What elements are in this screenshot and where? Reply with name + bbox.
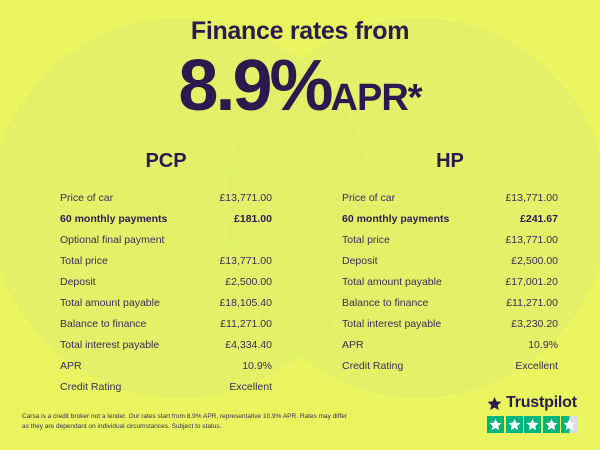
table-row <box>342 334 558 355</box>
table-row <box>60 208 272 229</box>
row-label: 60 monthly payments <box>60 212 168 225</box>
row-label: APR <box>60 360 82 372</box>
row-label: Price of car <box>342 191 396 204</box>
hp-row-list <box>342 187 558 377</box>
row-value: 10.9% <box>242 360 272 372</box>
table-row <box>60 187 272 208</box>
row-label: Total interest payable <box>60 338 160 351</box>
row-value: £13,771.00 <box>219 191 272 204</box>
row-label: APR <box>342 338 364 351</box>
table-row <box>342 250 558 271</box>
table-row <box>60 313 272 334</box>
trustpilot-widget[interactable] <box>487 394 578 433</box>
star-icon <box>563 418 576 431</box>
trustpilot-name: Trustpilot <box>506 394 577 411</box>
rating-star-1 <box>487 416 504 433</box>
table-row <box>60 292 272 313</box>
trustpilot-rating-stars <box>487 416 578 433</box>
disclaimer-text: Carsa is a credit broker not a lender. Our rates start from 8.9% APR, representative 10.9% APR. Rates may differ as they are dependant on individual circumstances. Subject to status. <box>22 412 348 430</box>
row-label: Total amount payable <box>342 275 442 288</box>
row-label: Total price <box>342 233 390 246</box>
row-value: £3,230.20 <box>511 317 558 330</box>
row-value: 10.9% <box>528 338 558 351</box>
finance-columns <box>0 150 600 398</box>
row-value: £181.00 <box>234 212 272 225</box>
row-value: Excellent <box>515 360 558 372</box>
row-value: £2,500.00 <box>511 254 558 267</box>
row-value: £11,271.00 <box>506 296 558 309</box>
row-value: £241.67 <box>520 212 558 225</box>
star-icon <box>545 418 558 431</box>
row-label: 60 monthly payments <box>342 212 450 225</box>
table-row <box>60 229 272 250</box>
row-value: £13,771.00 <box>505 233 558 246</box>
star-icon <box>526 418 539 431</box>
table-row <box>342 356 558 377</box>
row-value: £2,500.00 <box>225 275 272 288</box>
column-title-pcp: PCP <box>145 150 187 172</box>
table-row <box>60 356 272 377</box>
rating-star-5-half <box>561 416 578 433</box>
table-row <box>342 187 558 208</box>
trustpilot-logo <box>487 394 578 412</box>
table-row <box>342 271 558 292</box>
rating-star-3 <box>524 416 541 433</box>
row-label: Total price <box>60 254 108 267</box>
table-row <box>342 229 558 250</box>
table-row <box>60 250 272 271</box>
trustpilot-star-icon <box>487 396 502 411</box>
row-label: Price of car <box>60 191 114 204</box>
row-label: Total amount payable <box>60 296 160 309</box>
rating-star-4 <box>543 416 560 433</box>
rating-star-2 <box>506 416 523 433</box>
row-label: Deposit <box>342 254 378 267</box>
finance-column-pcp <box>0 150 300 398</box>
row-label: Credit Rating <box>60 381 122 394</box>
row-value: £17,001.20 <box>505 275 558 288</box>
row-label: Optional final payment <box>60 233 165 246</box>
rate-suffix: APR* <box>330 77 422 119</box>
row-label: Balance to finance <box>342 296 429 309</box>
table-row <box>342 292 558 313</box>
pcp-row-list <box>60 187 272 398</box>
table-row <box>342 313 558 334</box>
table-row <box>60 334 272 355</box>
row-label: Deposit <box>60 275 96 288</box>
headline-rate <box>0 46 600 126</box>
star-icon <box>508 418 521 431</box>
rate-value: 8.9% <box>178 46 331 126</box>
row-value: £13,771.00 <box>219 254 272 267</box>
table-row <box>60 271 272 292</box>
table-row <box>342 208 558 229</box>
row-label: Credit Rating <box>342 360 404 372</box>
row-value: £18,105.40 <box>219 296 272 309</box>
row-value: Excellent <box>229 381 272 394</box>
row-value: £11,271.00 <box>220 317 272 330</box>
row-label: Balance to finance <box>60 317 147 330</box>
finance-column-hp <box>300 150 600 398</box>
table-row <box>60 377 272 398</box>
row-value: £13,771.00 <box>505 191 558 204</box>
row-value: £4,334.40 <box>225 338 272 351</box>
page-title: Finance rates from <box>190 17 410 45</box>
column-title-hp: HP <box>436 150 464 172</box>
row-label: Total interest payable <box>342 317 442 330</box>
star-icon <box>489 418 502 431</box>
